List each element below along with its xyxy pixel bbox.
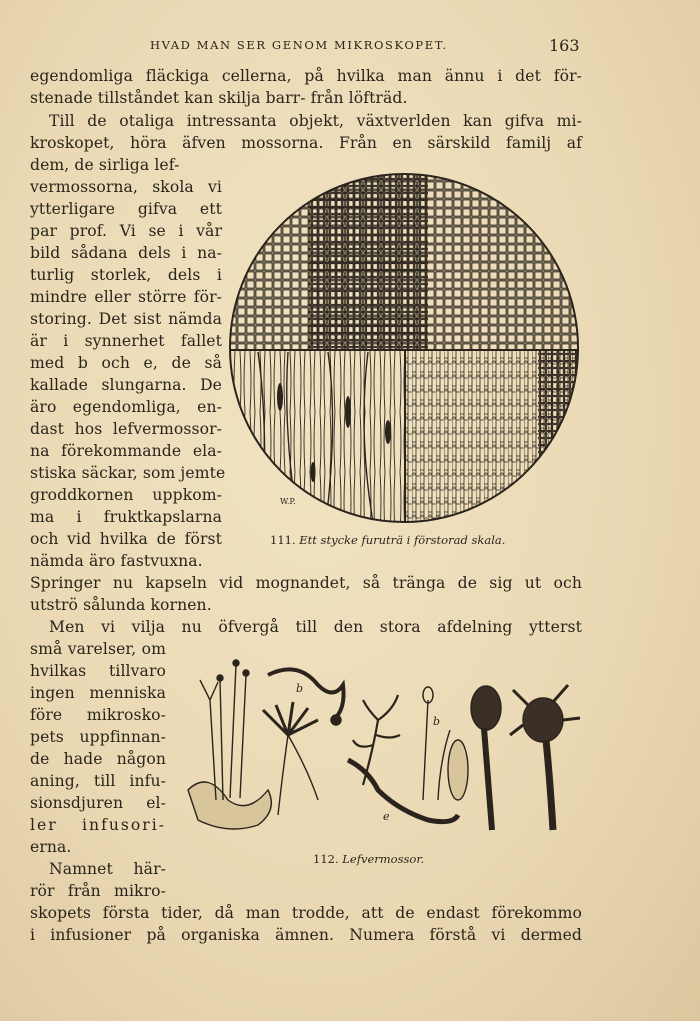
page-header <box>0 36 700 56</box>
text-line: erna. <box>30 838 72 856</box>
figure-liverworts <box>168 640 583 840</box>
text-line: na förekommande ela- <box>30 442 222 460</box>
figure-111-number: 111. <box>270 533 296 547</box>
text-line: kroskopet, höra äfven mossorna. Från en särskild familj af <box>30 134 582 152</box>
engraver-signature: W.P. <box>280 497 296 506</box>
figure-112-number: 112. <box>313 852 339 866</box>
text-line: dem, de sirliga lef- <box>30 156 180 174</box>
text-line: utströ sålunda kornen. <box>30 596 212 614</box>
text-line: hvilkas tillvaro <box>30 662 166 680</box>
text-line: Springer nu kapseln vid mognandet, så tränga de sig ut och <box>30 574 582 592</box>
text-line: groddkornen uppkom- <box>30 486 222 504</box>
text-line: sionsdjuren el- <box>30 794 166 812</box>
text-line: ingen menniska <box>30 684 166 702</box>
text-line: storing. Det sist nämda <box>30 310 222 328</box>
page-number: 163 <box>549 36 580 55</box>
text-line: i infusioner på organiska ämnen. Numera förstå vi dermed <box>30 926 582 944</box>
figure-wood-section <box>228 172 580 524</box>
text-line: Till de otaliga intressanta objekt, växtverlden kan gifva mi- <box>49 112 582 130</box>
figure-111-text: Ett stycke furuträ i förstorad skala. <box>299 533 506 547</box>
text-line: dast hos lefvermossor- <box>30 420 222 438</box>
text-line: små varelser, om <box>30 640 166 658</box>
figure-label-e: e <box>383 810 390 823</box>
text-line: stiska säckar, som jemte <box>30 464 226 482</box>
text-line: stenade tillståndet kan skilja barr- från löfträd. <box>30 89 408 107</box>
text-line: bild sådana dels i na- <box>30 244 222 262</box>
text-line: rör från mikro- <box>30 882 166 900</box>
text-line: mindre eller större för- <box>30 288 222 306</box>
text-line: är i synnerhet fallet <box>30 332 222 350</box>
text-line: aning, till infu- <box>30 772 166 790</box>
text-line: nämda äro fastvuxna. <box>30 552 203 570</box>
text-line: de hade någon <box>30 750 166 768</box>
text-line: före mikrosko- <box>30 706 166 724</box>
text-line: Men vi vilja nu öfvergå till den stora afdelning ytterst <box>49 618 582 636</box>
figure-label-b: b <box>296 682 304 695</box>
figure-label-b2: b <box>433 715 441 728</box>
text-line: par prof. Vi se i vår <box>30 222 222 240</box>
figure-111-caption <box>270 533 505 547</box>
text-line: skopets första tider, då man trodde, att de endast förekommo <box>30 904 582 922</box>
text-line: pets uppfinnan- <box>30 728 166 746</box>
text-line: äro egendomliga, en- <box>30 398 222 416</box>
text-line: turlig storlek, dels i <box>30 266 222 284</box>
figure-112-caption <box>313 852 424 866</box>
text-line: kallade slungarna. De <box>30 376 222 394</box>
text-line: vermossorna, skola vi <box>30 178 222 196</box>
text-line: ma i fruktkapslarna <box>30 508 222 526</box>
text-line: ytterligare gifva ett <box>30 200 222 218</box>
text-line: ler infusori- <box>30 816 166 834</box>
text-line: och vid hvilka de först <box>30 530 222 548</box>
text-line: egendomliga fläckiga cellerna, på hvilka man ännu i det för- <box>30 67 582 85</box>
running-head: HVAD MAN SER GENOM MIKROSKOPET. <box>150 38 448 52</box>
figure-112-text: Lefvermossor. <box>342 852 425 866</box>
text-line: med b och e, de så <box>30 354 222 372</box>
text-line: Namnet här- <box>49 860 166 878</box>
